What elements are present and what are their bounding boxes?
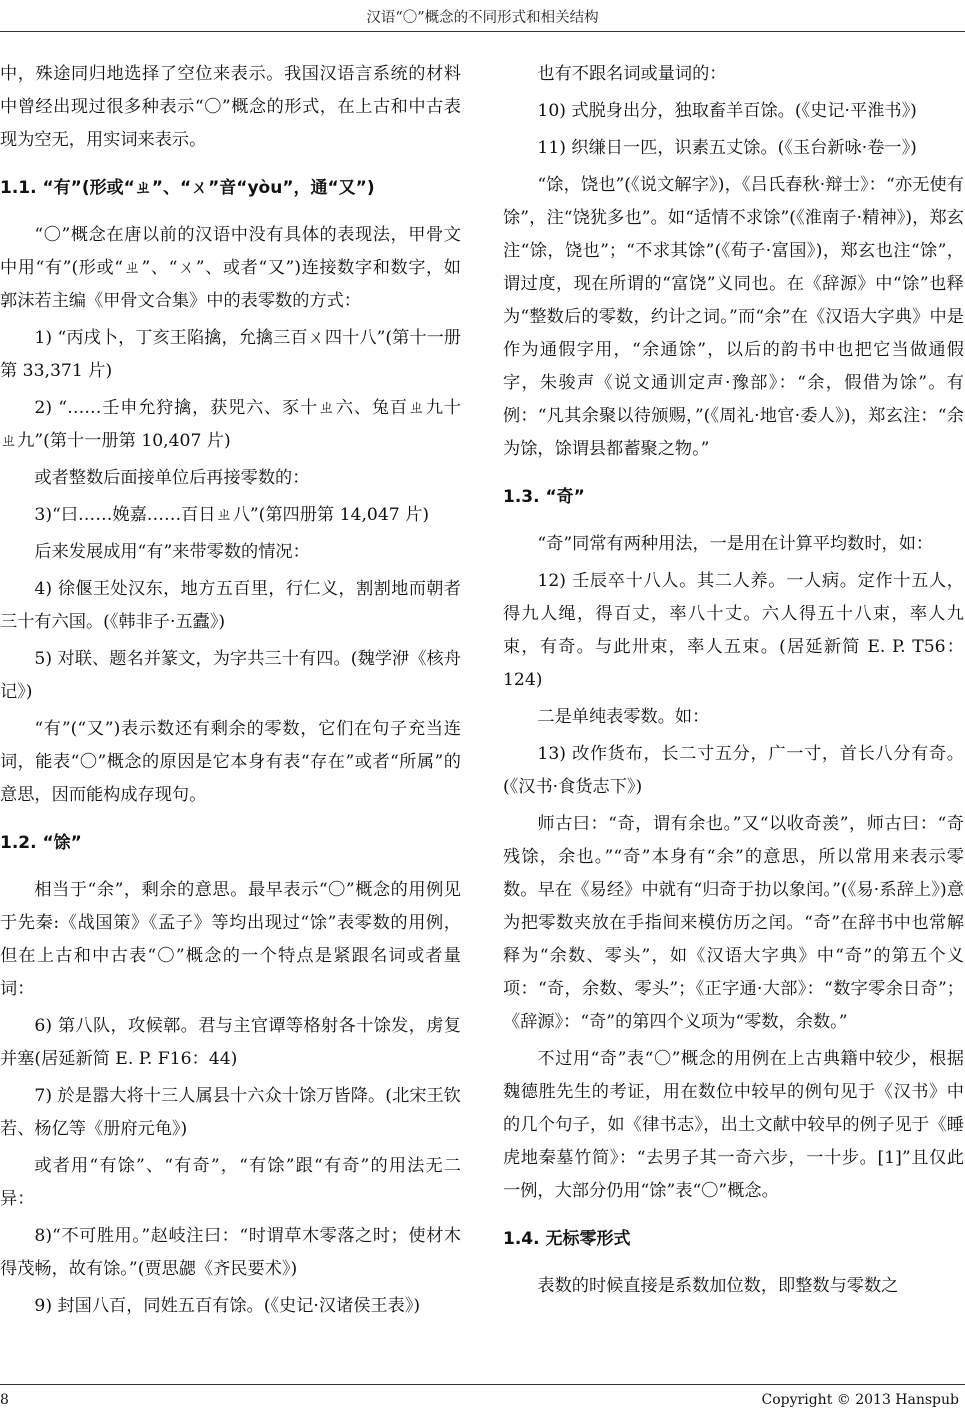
paragraph: 12) 壬辰卒十八人。其二人养。一人病。定作十五人，得九人绳，得百丈，率八十丈。六人得五十八束，率人九束，有奇。与此卅束，率人五束。(居延新简 E. P. T56：124) bbox=[503, 571, 964, 690]
paragraph: “有”(“又”)表示数还有剩余的零数，它们在句子充当连词，能表“〇”概念的原因是它本身有表“存在”或者“所属”的意思，因而能构成存现句。 bbox=[0, 719, 461, 805]
section-heading: 1.4. 无标零形式 bbox=[503, 1229, 631, 1249]
paragraph: 11) 织缣日一匹，识素五丈馀。(《玉台新咏·卷一》) bbox=[537, 138, 917, 158]
running-header: 汉语“〇”概念的不同形式和相关结构 bbox=[366, 10, 599, 26]
page-number: 8 bbox=[0, 1392, 9, 1408]
copyright-notice: Copyright © 2013 Hanspub bbox=[761, 1392, 959, 1408]
left-column bbox=[0, 58, 461, 1327]
paragraph: 13) 改作货布，长二寸五分，广一寸，首长八分有奇。(《汉书·食货志下》) bbox=[503, 744, 964, 797]
right-column bbox=[503, 58, 964, 1307]
paragraph: 3)“曰……娩嘉……百日ㄓ八”(第四册第 14,047 片) bbox=[34, 505, 430, 525]
paragraph: 也有不跟名词或量词的： bbox=[537, 64, 727, 84]
paragraph: 4) 徐偃王处汉东，地方五百里，行仁义，割割地而朝者三十有六国。(《韩非子·五蠹》) bbox=[0, 579, 461, 632]
paragraph: 10) 式脱身出分，独取畜羊百馀。(《史记·平淮书》) bbox=[537, 101, 917, 121]
paragraph: 二是单纯表零数。如： bbox=[537, 707, 710, 727]
section-heading: 1.2. “馀” bbox=[0, 833, 82, 853]
paragraph: 或者用“有馀”、“有奇”，“有馀”跟“有奇”的用法无二异： bbox=[0, 1156, 461, 1209]
paragraph: 9) 封国八百，同姓五百有馀。(《史记·汉诸侯王表》) bbox=[34, 1296, 421, 1316]
paragraph: 1) “丙戌卜，丁亥王陷擒，允擒三百ㄨ四十八”(第十一册第 33,371 片) bbox=[0, 328, 461, 381]
paragraph: 表数的时候直接是系数加位数，即整数与零数之 bbox=[537, 1276, 899, 1296]
paragraph: “馀，饶也”(《说文解字》)，《吕氏春秋·辩士》：“亦无使有馀”，注“饶犹多也”。如“适情不求馀”(《淮南子·精神》)，郑玄注“馀，饶也”；“不求其馀”(《荀子·富国》)，郑玄也注“馀”，谓过度，现在所谓的“富饶”义同也。在《辞源》中“馀”也释为“整数后的零数，约计之词。”而“余”在《汉语大字典》中是作为通假字用，“余通馀”，以后的韵书中也把它当做通假字，朱骏声《说文通训定声·豫部》：“余，假借为馀”。有例：“凡其余聚以待颁赐，”(《周礼·地官·委人》)，郑玄注：“余为馀，馀谓县都蓄聚之物。” bbox=[503, 175, 964, 459]
paragraph: 相当于“余”，剩余的意思。最早表示“〇”概念的用例见于先秦:《战国策》《孟子》等均出现过“馀”表零数的用例，但在上古和中古表“〇”概念的一个特点是紧跟名词或者量词： bbox=[0, 880, 461, 999]
section-heading: 1.3. “奇” bbox=[503, 487, 585, 507]
paragraph: 后来发展成用“有”来带零数的情况： bbox=[34, 542, 310, 562]
section-heading: 1.1. “有”(形或“ㄓ”、“ㄨ”音“yòu”，通“又”) bbox=[0, 178, 375, 198]
footer-rule bbox=[0, 1384, 965, 1385]
paragraph: 中，殊途同归地选择了空位来表示。我国汉语言系统的材料中曾经出现过很多种表示“〇”概念的形式，在上古和中古表现为空无，用实词来表示。 bbox=[0, 64, 461, 150]
paragraph: 6) 第八队，攻候鄣。君与主官谭等格射各十馀发，虏复并塞(居延新简 E. P. F16：44) bbox=[0, 1016, 461, 1069]
paragraph: 或者整数后面接单位后再接零数的： bbox=[34, 468, 310, 488]
paragraph: 师古曰：“奇，谓有余也。”又“以收奇羡”，师古曰：“奇残馀，余也。”“奇”本身有“余”的意思，所以常用来表示零数。早在《易经》中就有“归奇于扐以象闰。”(《易·系辞上》)意为把零数夹放在手指间来模仿历之闰。“奇”在辞书中也常解释为“余数、零头”，如《汉语大字典》中“奇”的第五个义项：“奇，余数、零头”；《正字通·大部》：“数字零余日奇”；《辞源》：“奇”的第四个义项为“零数，余数。” bbox=[503, 814, 964, 1032]
paragraph: 5) 对联、题名并篆文，为字共三十有四。(魏学洢《核舟记》) bbox=[0, 649, 461, 702]
header-rule bbox=[0, 31, 965, 32]
paragraph: “奇”同常有两种用法，一是用在计算平均数时，如： bbox=[537, 534, 934, 554]
paragraph: 7) 於是嚣大将十三人属县十六众十馀万皆降。(北宋王钦若、杨亿等《册府元龟》) bbox=[0, 1086, 461, 1139]
paragraph: “〇”概念在唐以前的汉语中没有具体的表现法，甲骨文中用“有”(形或“ㄓ”、“ㄨ”、或者“又”)连接数字和数字，如郭沫若主编《甲骨文合集》中的表零数的方式： bbox=[0, 225, 461, 311]
paragraph: 不过用“奇”表“〇”概念的用例在上古典籍中较少，根据魏德胜先生的考证，用在数位中较早的例句见于《汉书》中的几个句子，如《律书志》，出土文献中较早的例子见于《睡虎地秦墓竹简》：“去男子其一奇六步，一十步。[1]”且仅此一例，大部分仍用“馀”表“〇”概念。 bbox=[503, 1049, 964, 1201]
paragraph: 8)“不可胜用。”赵岐注曰：“时谓草木零落之时；使材木得茂畅，故有馀。”(贾思勰《齐民要术》) bbox=[0, 1226, 461, 1279]
paragraph: 2) “……壬申允狩擒，获兕六、豕十ㄓ六、兔百ㄓ九十ㄓ九”(第十一册第 10,407 片) bbox=[0, 398, 461, 451]
